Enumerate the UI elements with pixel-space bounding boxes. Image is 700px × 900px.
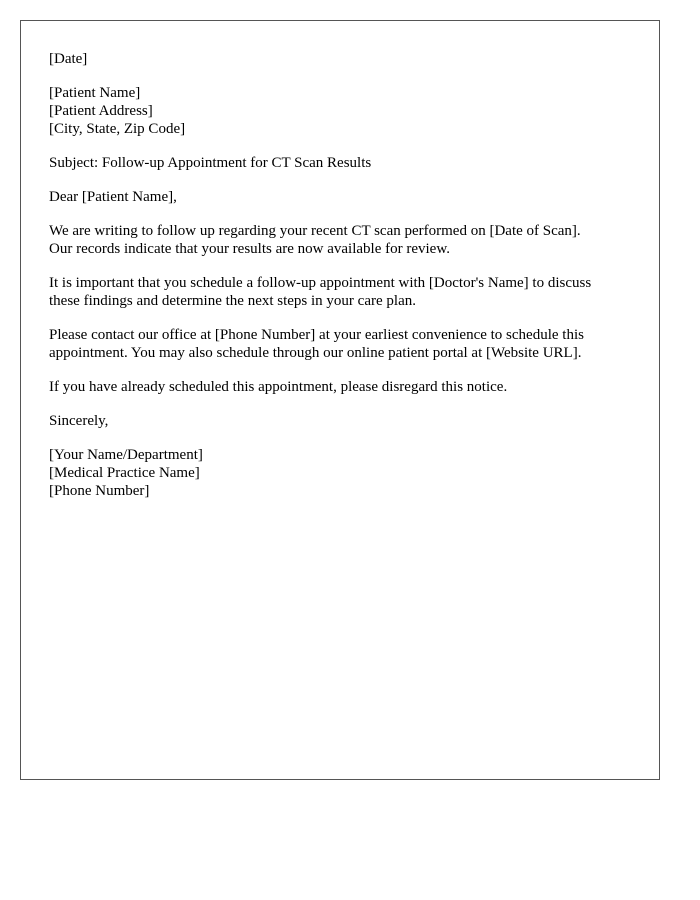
date-line: [Date] — [49, 51, 88, 67]
signature-block — [49, 446, 631, 500]
paragraph-line: It is important that you schedule a follow-up appointment with [Doctor's Name] to discuss — [49, 275, 592, 291]
signature-practice: [Medical Practice Name] — [49, 465, 200, 481]
paragraph-line: appointment. You may also schedule through our online patient portal at [Website URL]. — [49, 345, 582, 361]
signature-phone: [Phone Number] — [49, 483, 150, 499]
paragraph-line: these findings and determine the next steps in your care plan. — [49, 293, 416, 309]
paragraph-line: If you have already scheduled this appointment, please disregard this notice. — [49, 379, 508, 395]
recipient-city-state-zip: [City, State, Zip Code] — [49, 121, 186, 137]
subject-line: Subject: Follow-up Appointment for CT Scan Results — [49, 155, 372, 171]
paragraph-line: We are writing to follow up regarding your recent CT scan performed on [Date of Scan]. — [49, 223, 581, 239]
body-paragraph-contact-office — [49, 326, 631, 362]
closing: Sincerely, — [49, 413, 109, 429]
body-paragraph-disregard-notice — [49, 378, 631, 396]
recipient-address: [Patient Address] — [49, 103, 153, 119]
recipient-address-block — [49, 84, 631, 138]
body-paragraph-schedule-appointment — [49, 274, 631, 310]
salutation: Dear [Patient Name], — [49, 189, 177, 205]
body-paragraph-scan-followup — [49, 222, 631, 258]
recipient-name: [Patient Name] — [49, 85, 141, 101]
letter-page — [20, 20, 660, 780]
signature-name: [Your Name/Department] — [49, 447, 203, 463]
paragraph-line: Please contact our office at [Phone Number] at your earliest convenience to schedule this — [49, 327, 584, 343]
paragraph-line: Our records indicate that your results are now available for review. — [49, 241, 450, 257]
